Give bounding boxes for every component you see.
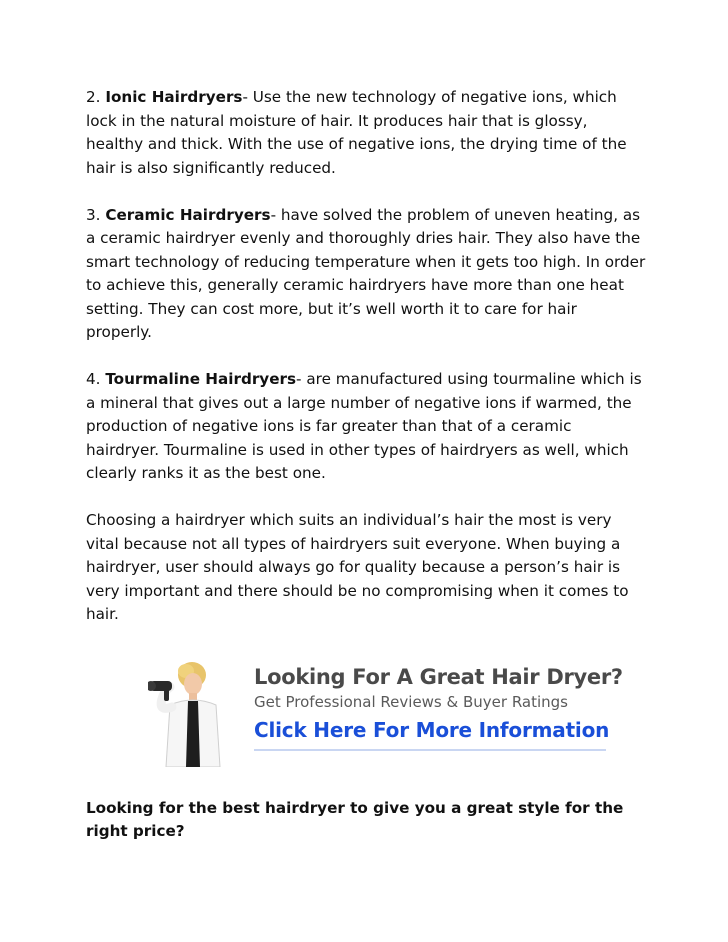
woman-with-hairdryer-icon — [148, 657, 228, 767]
banner-cta-link[interactable]: Click Here For More Information — [254, 713, 606, 751]
banner-headline: Looking For A Great Hair Dryer? — [254, 664, 623, 689]
term-ionic-hairdryers: Ionic Hairdryers — [105, 88, 243, 106]
closing-question: Looking for the best hairdryer to give you a great style for the right price? — [86, 798, 624, 840]
paragraph-ionic — [86, 86, 646, 180]
document-page — [86, 86, 646, 844]
term-ceramic-hairdryers: Ceramic Hairdryers — [105, 205, 271, 224]
item-number: 4. — [86, 370, 106, 388]
description-ionic: - Use the new technology of negative ions, which lock in the natural moisture of hair. It produces hair that is glossy, healthy and thick. With the use of negative ions, the drying time of the hair is also significantly reduced. — [86, 88, 627, 177]
description-ceramic: - have solved the problem of uneven heating, as a ceramic hairdryer evenly and thoroughly dries hair. They also have the smart technology of reducing temperature when it gets too high. In order to achieve this, generally ceramic hairdryers have more than one heat setting. They can cost more, but it’s well worth it to care for hair properly. — [86, 205, 646, 341]
paragraph-ceramic — [86, 204, 646, 345]
banner-subline: Get Professional Reviews & Buyer Ratings — [254, 692, 568, 711]
item-number: 2. — [86, 88, 106, 106]
item-number: 3. — [86, 205, 106, 224]
paragraph-tourmaline — [86, 368, 646, 486]
description-tourmaline: - are manufactured using tourmaline which is a mineral that gives out a large number of negative ions if warmed, the production of negative ions is far greater than that of a ceramic hairdryer. Tourmaline is used in other types of hairdryers as well, which clearly ranks it as the best one. — [86, 370, 642, 482]
paragraph-summary: Choosing a hairdryer which suits an individual’s hair the most is very vital because not all types of hairdryers suit everyone. When buying a hairdryer, user should always go for quality because a person’s hair is very important and there should be no compromising when it comes to hair. — [86, 511, 629, 623]
hair-dryer-ad-banner[interactable] — [148, 657, 623, 767]
banner-text — [254, 663, 623, 751]
term-tourmaline-hairdryers: Tourmaline Hairdryers — [105, 370, 297, 388]
